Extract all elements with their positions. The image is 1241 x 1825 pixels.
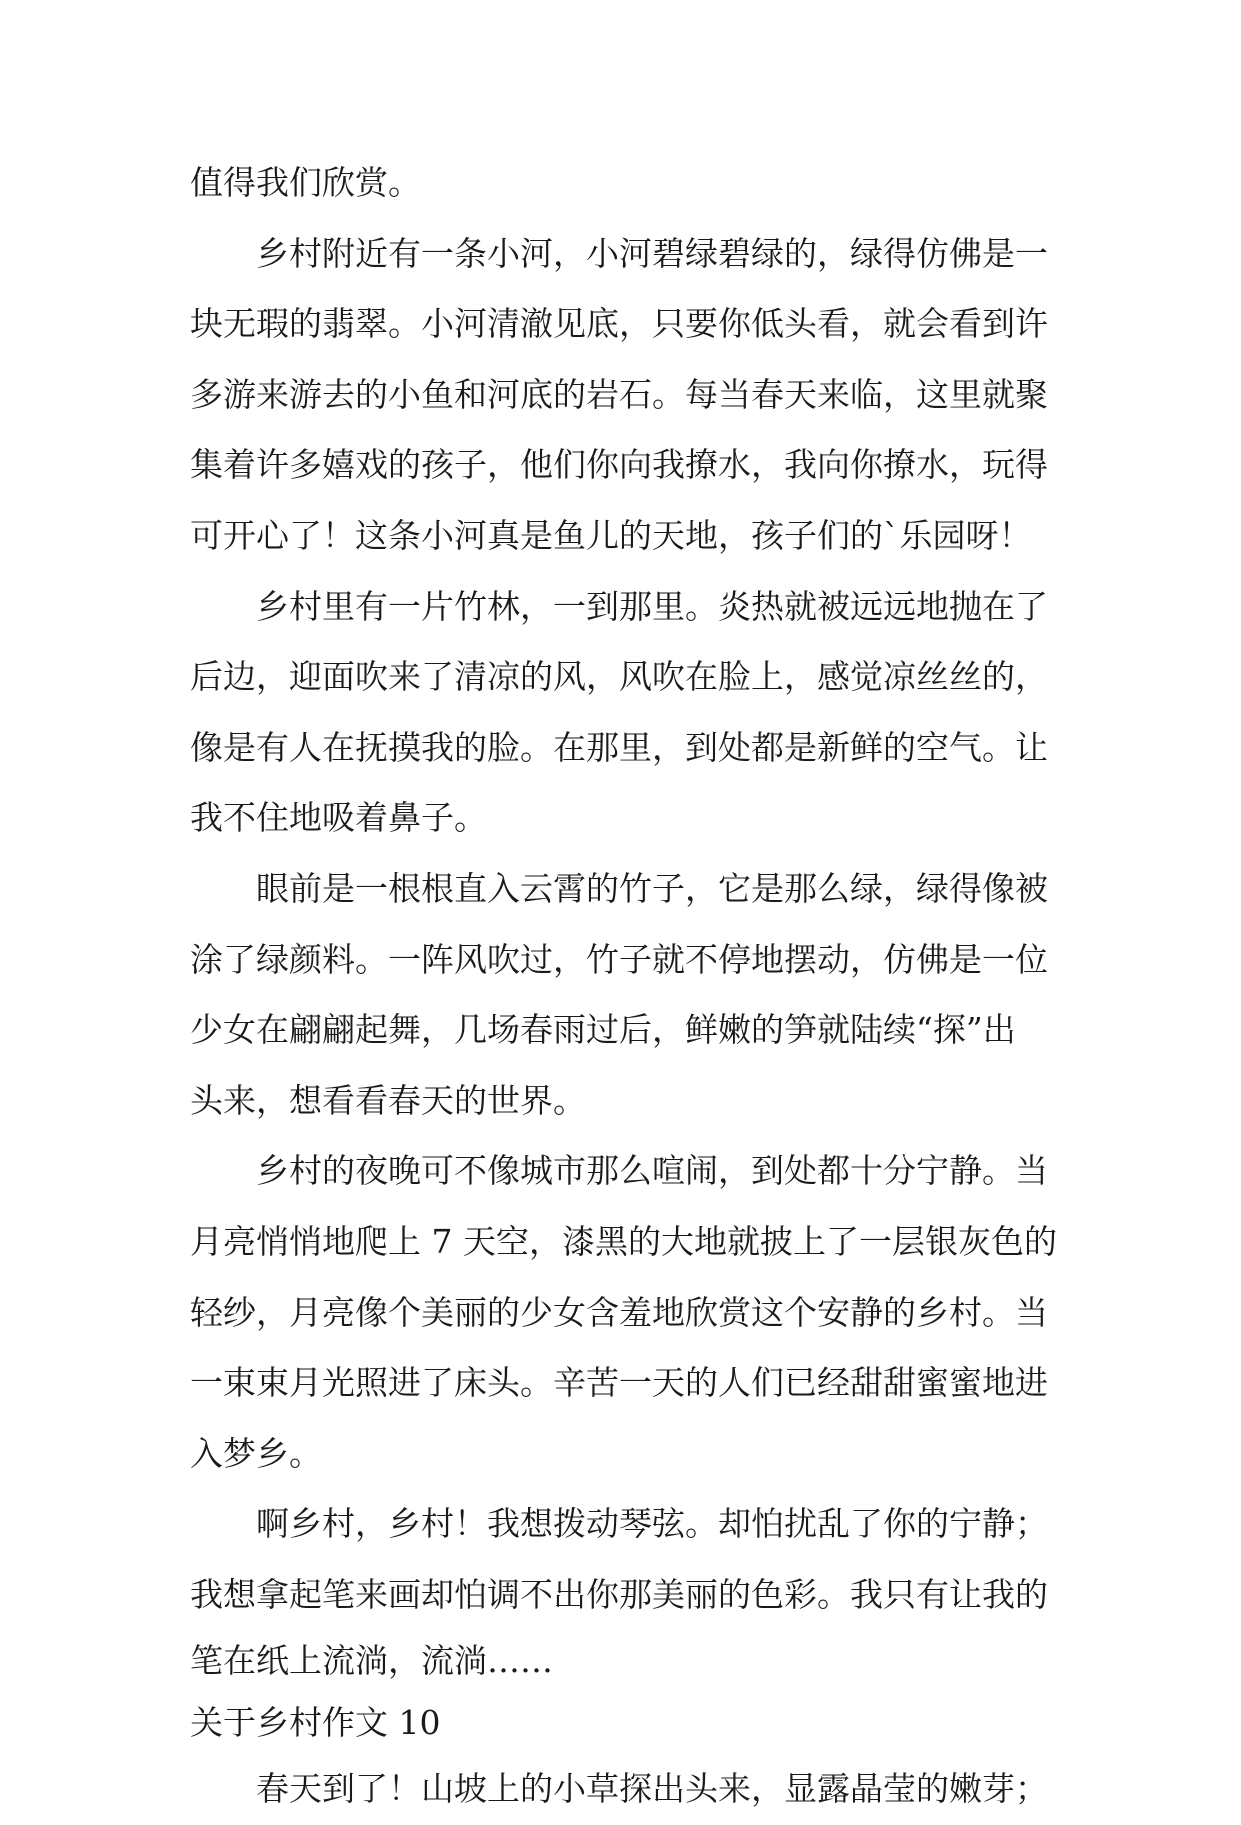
- text-line: 像是有人在抚摸我的脸。在那里，到处都是新鲜的空气。让: [190, 727, 1048, 767]
- paragraph-first-line: 乡村里有一片竹林，一到那里。炎热就被远远地抛在了: [256, 586, 1048, 626]
- text-line: 涂了绿颜料。一阵风吹过，竹子就不停地摆动，仿佛是一位: [190, 939, 1048, 979]
- text-line: 少女在翩翩起舞，几场春雨过后，鲜嫩的笋就陆续“探”出: [190, 1010, 1016, 1050]
- text-line: 块无瑕的翡翠。小河清澈见底，只要你低头看，就会看到许: [190, 304, 1048, 344]
- text-line: 入梦乡。: [190, 1433, 322, 1473]
- text-line: 可开心了！这条小河真是鱼儿的天地，孩子们的`乐园呀！: [190, 515, 1032, 555]
- paragraph-first-line: 春天到了！山坡上的小草探出头来，显露晶莹的嫩芽；: [256, 1769, 1048, 1809]
- paragraph-first-line: 眼前是一根根直入云霄的竹子，它是那么绿，绿得像被: [256, 868, 1048, 908]
- paragraph-first-line: 啊乡村，乡村！我想拨动琴弦。却怕扰乱了你的宁静；: [256, 1504, 1048, 1544]
- text-line: 我不住地吸着鼻子。: [190, 798, 487, 838]
- paragraph-first-line: 乡村的夜晚可不像城市那么喧闹，到处都十分宁静。当: [256, 1151, 1048, 1191]
- text-line: 月亮悄悄地爬上 7 天空，漆黑的大地就披上了一层银灰色的: [190, 1221, 1057, 1261]
- body-text: [190, 148, 1070, 1825]
- text-line: 一束束月光照进了床头。辛苦一天的人们已经甜甜蜜蜜地进: [190, 1363, 1048, 1403]
- text-line: 集着许多嬉戏的孩子，他们你向我撩水，我向你撩水，玩得: [190, 445, 1048, 485]
- text-line: 多游来游去的小鱼和河底的岩石。每当春天来临，这里就聚: [190, 374, 1048, 414]
- text-line: 值得我们欣赏。: [190, 163, 421, 202]
- text-line: 笔在纸上流淌，流淌……: [190, 1641, 553, 1681]
- text-line: 头来，想看看春天的世界。: [190, 1080, 586, 1120]
- text-line: 后边，迎面吹来了清凉的风，风吹在脸上，感觉凉丝丝的，: [190, 657, 1048, 697]
- section-heading: 关于乡村作文 10: [190, 1703, 441, 1743]
- text-line: 轻纱，月亮像个美丽的少女含羞地欣赏这个安静的乡村。当: [190, 1292, 1048, 1332]
- text-line: 我想拿起笔来画却怕调不出你那美丽的色彩。我只有让我的: [190, 1574, 1048, 1614]
- paragraph-first-line: 乡村附近有一条小河，小河碧绿碧绿的，绿得仿佛是一: [256, 233, 1048, 273]
